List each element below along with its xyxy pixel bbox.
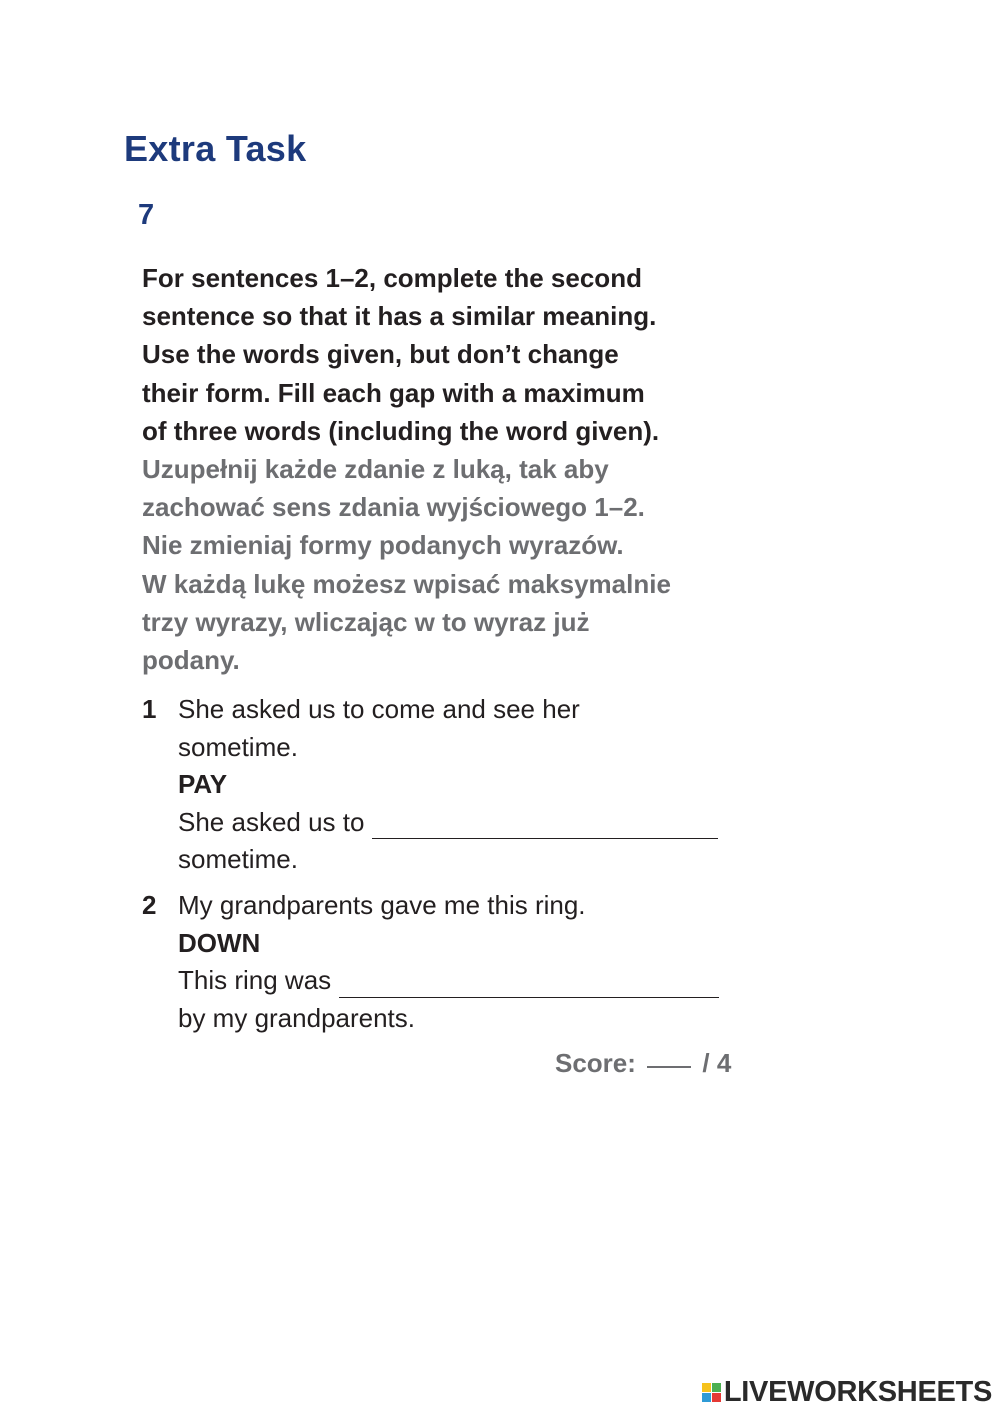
- exercise-item-1: [142, 691, 742, 881]
- instruction-line-en: For sentences 1–2, complete the second: [142, 263, 642, 293]
- gap-prefix: She asked us to: [178, 806, 365, 837]
- logo-square: [702, 1383, 711, 1392]
- brand-text: LIVEWORKSHEETS: [723, 1376, 992, 1408]
- exercise-item-2: [142, 887, 742, 1039]
- score-input[interactable]: [647, 1042, 691, 1068]
- logo-square: [702, 1393, 711, 1402]
- score-label: Score:: [555, 1048, 636, 1078]
- answer-gap-1[interactable]: [372, 810, 718, 839]
- source-sentence: sometime.: [178, 731, 298, 762]
- instruction-line-en: their form. Fill each gap with a maximum: [142, 377, 645, 408]
- instructions: [142, 259, 732, 679]
- gap-suffix: by my grandparents.: [178, 1002, 416, 1033]
- item-body: [178, 887, 738, 1037]
- score-max: / 4: [702, 1048, 732, 1078]
- instruction-line-pl: trzy wyrazy, wliczając w to wyraz już: [142, 606, 590, 637]
- instruction-line-pl: zachować sens zdania wyjściowego 1–2.: [142, 492, 645, 523]
- instruction-line-pl: podany.: [142, 644, 240, 675]
- page-title: Extra Task: [124, 128, 307, 169]
- instruction-line-pl: Uzupełnij każde zdanie z luką, tak aby: [142, 453, 609, 484]
- item-number: 2: [142, 890, 157, 920]
- instruction-line-en: Use the words given, but don’t change: [142, 339, 619, 370]
- gap-sentence: [178, 962, 738, 1000]
- answer-gap-2[interactable]: [339, 969, 719, 998]
- task-number: 7: [138, 199, 155, 231]
- logo-square: [712, 1393, 721, 1402]
- gap-suffix: sometime.: [178, 844, 298, 874]
- instruction-line-pl: Nie zmieniaj formy podanych wyrazów.: [142, 530, 624, 561]
- gap-sentence: [178, 804, 738, 842]
- keyword: DOWN: [178, 927, 261, 958]
- liveworksheets-logo-icon: [702, 1383, 721, 1402]
- logo-square: [712, 1383, 721, 1392]
- source-sentence: My grandparents gave me this ring.: [178, 890, 586, 920]
- instruction-line-en: sentence so that it has a similar meaning.: [142, 301, 657, 332]
- instruction-line-pl: W każdą lukę możesz wpisać maksymalnie: [142, 568, 671, 599]
- score: [555, 1046, 732, 1079]
- source-sentence: She asked us to come and see her: [178, 694, 580, 724]
- keyword: PAY: [178, 769, 228, 799]
- brand-watermark: [702, 1376, 992, 1409]
- gap-prefix: This ring was: [178, 965, 332, 995]
- instruction-line-en: of three words (including the word given).: [142, 415, 660, 446]
- item-body: [178, 691, 738, 879]
- item-number: 1: [142, 694, 157, 724]
